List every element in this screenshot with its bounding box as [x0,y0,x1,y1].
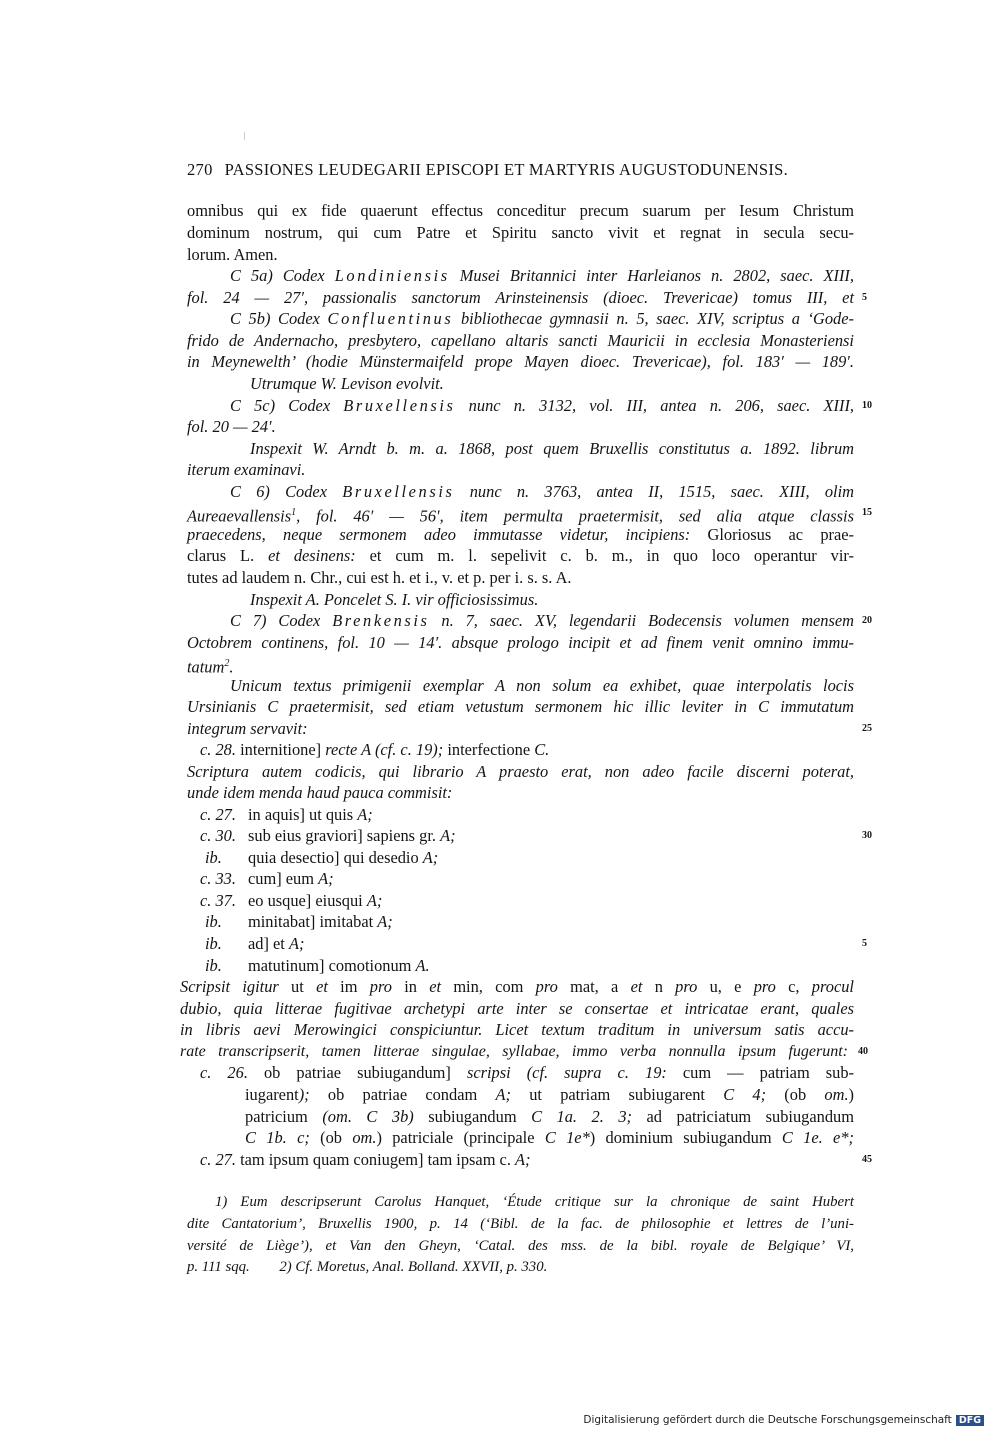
text-run: c. 37. [200,891,236,910]
text-run: A; [440,826,456,845]
apparatus-entry [200,1149,867,1170]
text-line: unde idem menda haud pauca commisit: [187,783,453,802]
text-run: A; [515,1150,531,1169]
text-run: A; [288,934,305,953]
text-run: im [327,977,370,996]
apparatus-entry [200,1062,854,1083]
text-run: minitabat] imitabat [248,912,378,931]
text-run: iugarent [245,1085,299,1104]
text-run: Scripsit igitur [180,977,279,996]
text-run: C 5c) Codex [230,396,344,415]
text-run: procul [811,977,854,996]
text-line [187,545,854,566]
text-run: et [630,977,643,996]
page-header-title: PASSIONES LEUDEGARII EPISCOPI ET MARTYRIS AUGUSTODUNENSIS. [224,160,789,179]
text-run: C 4; [723,1085,767,1104]
text-run: ad] et [248,934,289,953]
text-run: clarus L. [187,546,269,565]
apparatus-entry [205,847,872,868]
text-run: internitione] [235,740,326,759]
text-run: Gloriosus ac prae- [690,525,854,544]
text-run: ut [278,977,317,996]
text-run: subiugandum [413,1107,532,1126]
text-run: A. [415,956,430,975]
apparatus-entry [245,1106,854,1127]
text-line [230,308,854,329]
text-run: C 5a) Codex [230,266,335,285]
text-line: in libris aevi Merowingici conspiciuntur. Licet textum traditum in universum satis accu- [180,1020,854,1039]
running-head [187,160,867,180]
line-number: 45 [862,1154,872,1165]
footnote-line: versité de Liège’), et Van den Gheyn, ‘Catal. des mss. de la bibl. royale de Belgique’ VI, [187,1238,854,1254]
text-run: et desinens: [268,546,356,565]
apparatus-entry [200,868,867,889]
text-line: Scriptura autem codicis, qui librario A praesto erat, non adeo facile discerni poterat, [187,762,854,781]
text-run: sub eius graviori] sapiens gr. [248,826,441,845]
text-run: C 1e* [544,1128,590,1147]
footnote-line: 1) Eum descripserunt Carolus Hanquet, ‘Étude critique sur la chronique de saint Hubert [215,1194,854,1210]
line-number: 5 [862,292,867,303]
text-run: ) [848,1085,855,1104]
footnote-line: p. 111 sqq. 2) Cf. Moretus, Anal. Bolland. XXVII, p. 330. [187,1259,548,1275]
text-run: C 7) Codex [230,611,333,630]
dfg-logo: DFG [956,1415,984,1426]
text-run: n. 7, saec. XV, legendarii Bodecensis volumen mensem [429,611,854,630]
text-line: rate transcripserit, tamen litterae singulae, syllabae, immo verba nonnulla ipsum fugerunt: [180,1043,848,1060]
text-run: et cum m. l. sepelivit c. b. m., in quo loco operantur vir- [355,546,854,565]
text-line: frido de Andernacho, presbytero, capellano altaris sancti Mauricii in ecclesia Monasteriensi [187,331,854,350]
text-run: c. 28. [200,740,236,759]
text-run: cum] eum [248,869,319,888]
text-line: dubio, quia litterae fugitivae archetypi arte inter se consertae et intricatae erant, quales [180,999,854,1018]
text-line [230,481,854,502]
text-run: Aureaevallensis [187,506,292,526]
text-line [230,395,854,416]
text-run: A; [377,912,393,931]
text-line: Octobrem continens, fol. 10 — 14′. absque prologo incipit et ad finem venit omnino immu- [187,633,854,652]
footnote-ref[interactable]: 2 [224,658,230,669]
line-number: 10 [862,400,872,411]
text-line: in Meynewelth’ (hodie Münstermaifeld prope Mayen dioec. Trevericae), fol. 183′ — 189′. [187,352,854,371]
text-run: A; [495,1085,511,1104]
text-line: dominum nostrum, qui cum Patre et Spiritu sancto vivit et regnat in secula secu- [187,223,854,242]
text-run: Musei Britannici inter Harleianos n. 2802, saec. XIII, [449,266,854,285]
text-run: ad patriciatum subiugandum [632,1107,854,1126]
text-run: et [316,977,328,996]
text-run: (ob [766,1085,825,1104]
text-line: integrum servavit: [187,719,308,738]
text-run: u, e [697,977,754,996]
line-number: 5 [862,938,867,949]
text-run: nunc n. 3132, vol. III, antea n. 206, saec. XIII, [455,396,854,415]
text-run: n [642,977,676,996]
text-line: fol. 24 — 27′, passionalis sanctorum Arinsteinensis (dioec. Trevericae) tomus III, et [187,288,854,307]
text-run: c. 27. [200,805,236,824]
text-run: ob patriae condam [309,1085,496,1104]
codex-name: Confluentinus [327,309,454,328]
text-run: recte A (cf. c. 19); [325,740,444,759]
apparatus-entry [245,1084,854,1105]
text-run: A; [422,848,439,867]
scan-mark [244,132,245,140]
text-run: scripsi (cf. supra c. 19: [466,1063,667,1082]
text-run: quia desectio] qui desedio [248,848,423,867]
text-run: om. [352,1128,377,1147]
text-run: A; [366,891,383,910]
text-line: Inspexit A. Poncelet S. I. vir officiosissimus. [250,590,539,609]
credit-text: Digitalisierung gefördert durch die Deutsche Forschungsgemeinschaft [583,1414,952,1426]
text-run: eo usque] eiusqui [248,891,367,910]
footnote-line: dite Cantatorium’, Bruxellis 1900, p. 14 (‘Bibl. de la fac. de philosophie et lettres de l’uni- [187,1216,854,1232]
text-run: pro [535,977,558,996]
text-run: ob patriae subiugandum] [247,1063,467,1082]
text-run: bibliothecae gymnasii n. 5, saec. XIV, scriptus a ‘Gode- [453,309,854,328]
text-run: (om. C 3b) [322,1107,414,1126]
text-run: A; [318,869,334,888]
codex-name: Londiniensis [334,266,450,285]
text-run: ); [298,1085,310,1104]
text-line: omnibus qui ex fide quaerunt effectus conceditur precum suarum per Iesum Christum [187,201,854,220]
text-run: matutinum] comotionum [248,956,416,975]
text-run: c. 33. [200,869,236,888]
apparatus-entry [205,955,872,976]
text-run: ) dominium subiugandum [589,1128,782,1147]
text-line [187,524,854,545]
page-number: 270 [187,160,213,179]
text-line [187,502,854,526]
text-run: interfectione [443,740,535,759]
text-run: C 5b) Codex [230,309,328,328]
text-run: , fol. 46′ — 56′, item permulta praetermisit, sed alia atque classis [296,506,854,526]
apparatus-entry [200,825,867,846]
text-run: C 1b. c; [245,1128,310,1147]
text-run: in aquis] ut quis [248,805,358,824]
text-line: Unicum textus primigenii exemplar A non solum ea exhibet, quae interpolatis locis [230,676,854,695]
text-run: praecedens, neque sermonem adeo immutasse videtur, incipiens: [187,525,691,544]
text-run: tam ipsum quam coniugem] tam ipsam c. [235,1150,516,1169]
apparatus-entry [200,890,867,911]
text-line: Utrumque W. Levison evolvit. [250,374,444,393]
text-run: ut patriam subiugarent [510,1085,724,1104]
text-run: pro [753,977,776,996]
text-run: c, [775,977,812,996]
line-number: 15 [862,507,872,518]
text-line [230,265,854,286]
apparatus-entry [245,1127,854,1148]
text-run: nunc n. 3763, antea II, 1515, saec. XIII, olim [454,482,854,501]
apparatus-entry [200,804,867,825]
text-run: ib. [205,934,222,953]
text-line: Ursinianis C praetermisit, sed etiam vetustum sermonem hic illic leviter in C immutatum [187,697,854,716]
text-run: c. 26. [200,1063,248,1082]
codex-name: Bruxellensis [343,396,456,415]
text-line [230,610,854,631]
text-run: cum — patriam sub- [666,1063,854,1082]
apparatus-entry [205,911,872,932]
line-number: 20 [862,615,872,626]
text-run: in [391,977,430,996]
text-run: C 1e. e*; [781,1128,854,1147]
text-line: tutes ad laudem n. Chr., cui est h. et i., v. et p. per i. s. s. A. [187,568,572,587]
text-run: C 6) Codex [230,482,343,501]
footnote-ref[interactable]: 1 [291,507,297,518]
text-run: A; [357,805,373,824]
text-run: om. [824,1085,849,1104]
line-number: 25 [862,723,872,734]
text-line [187,653,854,677]
text-run: ) patriciale (principale [376,1128,545,1147]
digitization-credit [583,1414,984,1426]
text-line [180,976,854,997]
text-run: ib. [205,848,222,867]
text-run: mat, a [557,977,631,996]
text-run: (ob [309,1128,353,1147]
line-number: 40 [858,1046,868,1057]
text-run: et [429,977,442,996]
text-run: ib. [205,912,222,931]
text-run: tatum [187,657,225,677]
text-run: c. 30. [200,826,236,845]
text-run: C. [534,740,550,759]
text-run: C 1a. 2. 3; [531,1107,632,1126]
text-line [200,739,867,760]
codex-name: Brenkensis [332,611,430,630]
text-run: patricium [245,1107,323,1126]
text-run: ib. [205,956,222,975]
text-line: Inspexit W. Arndt b. m. a. 1868, post quem Bruxellis constitutus a. 1892. librum [250,439,854,458]
line-number: 30 [862,830,872,841]
text-run: min, com [441,977,536,996]
text-run: pro [369,977,392,996]
text-run: pro [675,977,698,996]
text-line: lorum. Amen. [187,245,278,264]
text-line: iterum examinavi. [187,460,306,479]
text-run: c. 27. [200,1150,236,1169]
codex-name: Bruxellensis [342,482,455,501]
apparatus-entry [205,933,872,954]
text-line: fol. 20 — 24′. [187,417,276,436]
text-run: . [229,657,234,677]
